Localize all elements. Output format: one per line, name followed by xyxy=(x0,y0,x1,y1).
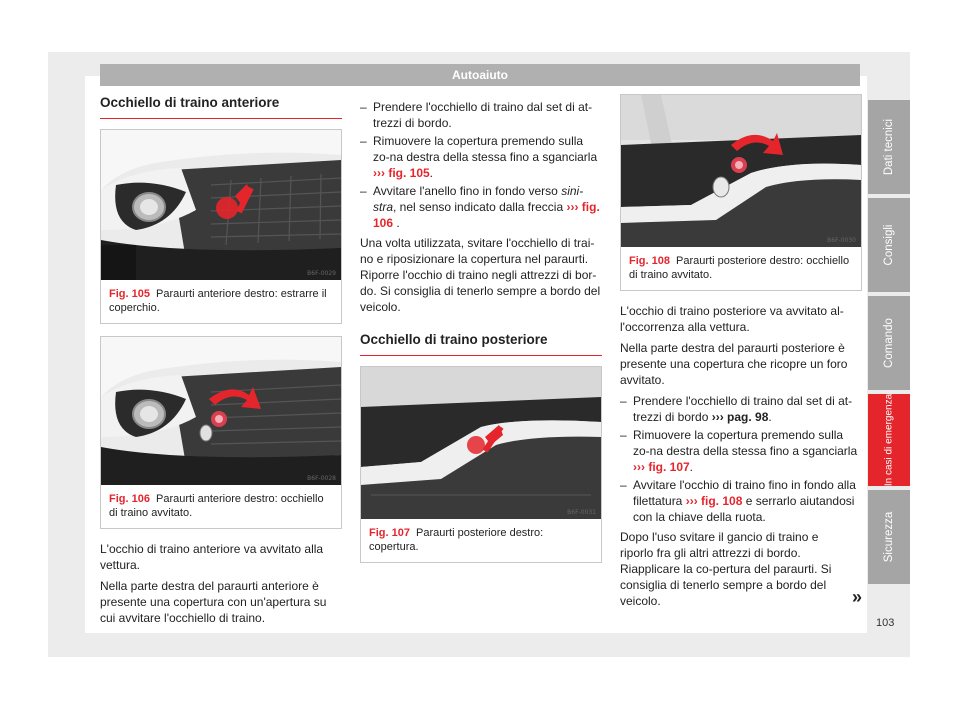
chapter-header: Autoaiuto xyxy=(100,64,860,86)
front-bumper-cover-image xyxy=(101,130,341,280)
front-tow-eye-image xyxy=(101,337,341,485)
figure-link[interactable]: ››› fig. 108 xyxy=(685,494,743,508)
figure-link[interactable]: ››› fig. 106 xyxy=(373,200,600,230)
tab-sicurezza[interactable]: Sicurezza xyxy=(868,490,910,584)
section-title-front: Occhiello di traino anteriore xyxy=(100,94,342,119)
list-item: – Prendere l'occhiello di traino dal set di at-trezzi di bordo. xyxy=(360,99,602,131)
list-item: – Avvitare l'anello fino in fondo verso sini-stra, nel senso indicato dalla freccia ››› fig. 106 . xyxy=(360,183,602,231)
figure-caption xyxy=(101,280,341,323)
paragraph: Una volta utilizzata, svitare l'occhiello di trai-no e riposizionare la copertura nel paraurti. Riporre l'occhio di traino negli attrezzi di bor-do. Si consiglia di tenerlo sempre a bordo del veicolo. xyxy=(360,236,601,314)
figure-caption xyxy=(621,247,861,290)
paragraph: Nella parte destra del paraurti posteriore è presente una copertura che ricopre un foro avvitato. xyxy=(620,341,848,387)
figure-number: Fig. 105 xyxy=(109,288,150,300)
figure-108 xyxy=(620,94,862,291)
figure-105 xyxy=(100,129,342,324)
figure-caption xyxy=(101,485,341,528)
rear-tow-eye-image xyxy=(621,95,861,247)
figure-number: Fig. 107 xyxy=(369,527,410,539)
continue-arrow-icon: » xyxy=(851,587,862,607)
page-number: 103 xyxy=(876,617,895,629)
paragraph: Dopo l'uso svitare il gancio di traino e riporlo fra gli altri attrezzi di bordo. Riapplicare la co-pertura del paraurti. Si consiglia di tenerlo sempre a bordo del veicolo. xyxy=(620,530,832,608)
section-title-rear: Occhiello di traino posteriore xyxy=(360,331,602,356)
figure-106 xyxy=(100,336,342,529)
caption-text: Paraurti anteriore destro: occhiello di traino avvitato. xyxy=(109,493,324,519)
figure-107 xyxy=(360,366,602,563)
rear-bumper-cover-image xyxy=(361,367,601,519)
list-item: – Rimuovere la copertura premendo sulla zo-na destra della stessa fino a sganciarla ››› fig. 107. xyxy=(620,427,862,475)
figure-number: Fig. 106 xyxy=(109,493,150,505)
tab-consigli[interactable]: Consigli xyxy=(868,198,910,292)
column-1 xyxy=(100,94,342,631)
instruction-list xyxy=(620,393,862,525)
image-code: B6F-0028 xyxy=(307,475,336,482)
caption-text: Paraurti posteriore destro: copertura. xyxy=(369,527,544,553)
paragraph: Nella parte destra del paraurti anteriore è presente una copertura con un'apertura su cui avvitare l'occhiello di traino. xyxy=(100,579,327,625)
list-item: – Prendere l'occhiello di traino dal set di at-trezzi di bordo ››› pag. 98. xyxy=(620,393,862,425)
image-code: B6F-0030 xyxy=(827,237,856,244)
column-3 xyxy=(620,94,862,608)
paragraph: L'occhio di traino posteriore va avvitato al-l'occorrenza alla vettura. xyxy=(620,304,844,334)
figure-caption xyxy=(361,519,601,562)
tab-emergenza[interactable]: In casi di emergenza xyxy=(868,394,910,486)
tab-comando[interactable]: Comando xyxy=(868,296,910,390)
image-code: B6F-0029 xyxy=(307,270,336,277)
list-item: – Avvitare l'occhio di traino fino in fondo alla filettatura ››› fig. 108 e serrarlo aiutandosi con la chiave della ruota. xyxy=(620,477,862,525)
column-2 xyxy=(360,94,602,575)
caption-text: Paraurti posteriore destro: occhiello di traino avvitato. xyxy=(629,255,850,281)
caption-text: Paraurti anteriore destro: estrarre il coperchio. xyxy=(109,288,327,314)
figure-link[interactable]: ››› fig. 105 xyxy=(373,166,430,180)
figure-number: Fig. 108 xyxy=(629,255,670,267)
page-link[interactable]: ››› pag. 98 xyxy=(711,410,769,424)
image-code: B6F-0031 xyxy=(567,509,596,516)
tab-dati-tecnici[interactable]: Dati tecnici xyxy=(868,100,910,194)
instruction-list xyxy=(360,99,602,231)
list-item: – Rimuovere la copertura premendo sulla zo-na destra della stessa fino a sganciarla ››› fig. 105. xyxy=(360,133,602,181)
paragraph: L'occhio di traino anteriore va avvitato alla vettura. xyxy=(100,542,324,572)
figure-link[interactable]: ››› fig. 107 xyxy=(633,460,690,474)
